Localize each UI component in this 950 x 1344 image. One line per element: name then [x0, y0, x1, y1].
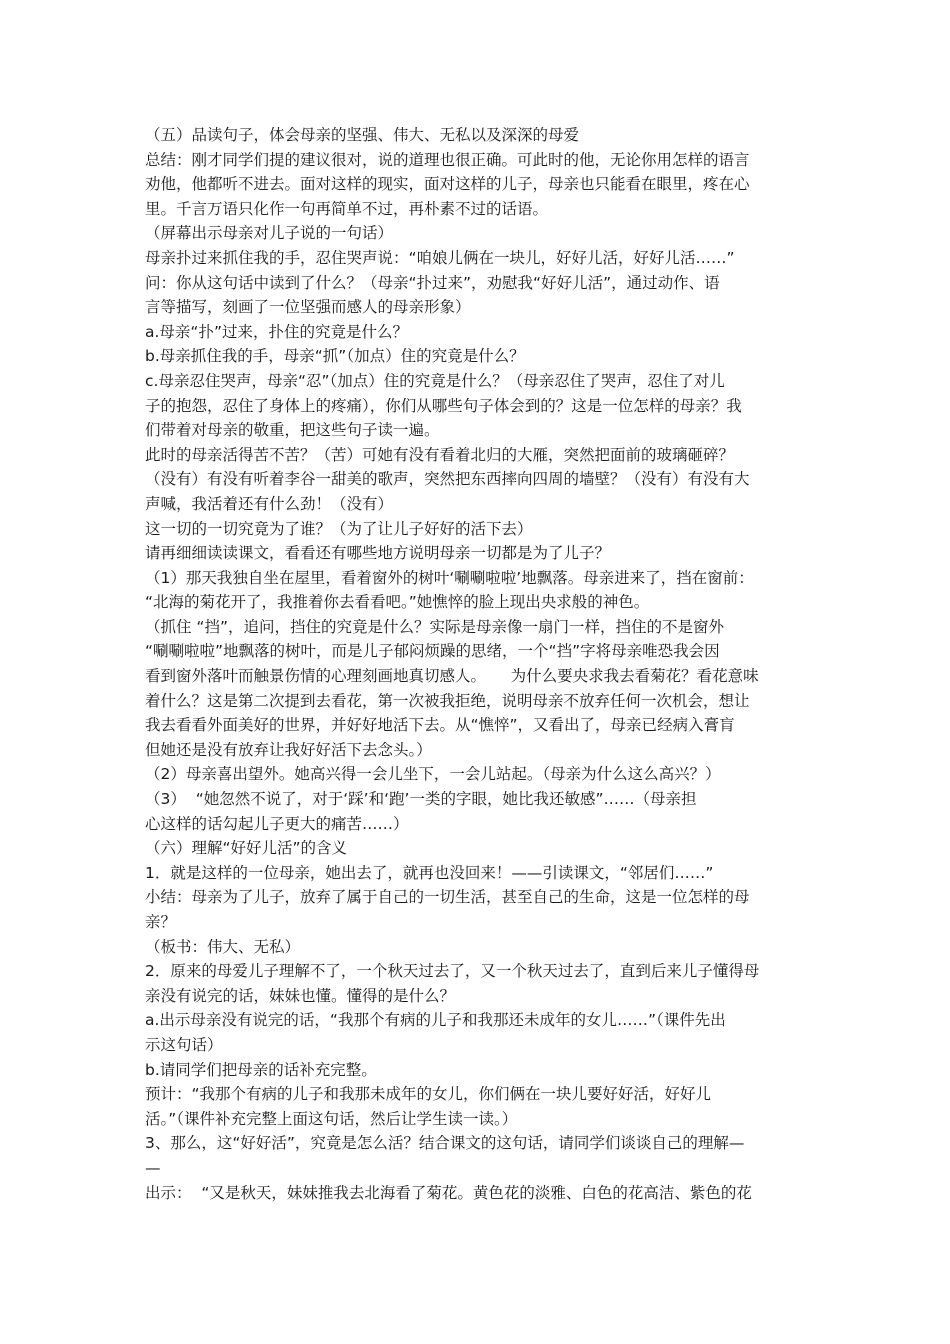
text-line: 但她还是没有放弃让我好好活下去念头。） [145, 740, 432, 759]
text-line: 母亲扑过来抓住我的手，忍住哭声说：“咱娘儿俩在一块儿，好好儿活，好好儿活……” [145, 248, 735, 267]
text-line: 问：你从这句话中读到了什么？（母亲“扑过来”，劝慰我“好好儿活”，通过动作、语 [145, 273, 720, 292]
text-line: “北海的菊花开了，我推着你去看看吧。”她憔悴的脸上现出央求般的神色。 [145, 593, 650, 612]
text-line: 看到窗外落叶而触景伤情的心理刻画地真切感人。 为什么要央求我去看菊花？看花意味 [145, 667, 759, 686]
text-line: a.出示母亲没有说完的话，“我那个有病的儿子和我那还未成年的女儿……”（课件先出 [145, 1011, 726, 1030]
text-line: 3、那么，这“好好活”，究竟是怎么活？结合课文的这句话，请同学们谈谈自己的理解— [145, 1134, 745, 1153]
text-line: 请再细细读读课文，看看还有哪些地方说明母亲一切都是为了儿子？ [145, 544, 611, 563]
text-line: 这一切的一切究竟为了谁？（为了让儿子好好的活下去） [145, 519, 533, 538]
text-line: （3） “她忽然不说了，对于‘踩’和‘跑’一类的字眼，她比我还敏感”……（母亲担 [145, 790, 697, 809]
text-line: （2）母亲喜出望外。她高兴得一会儿坐下，一会儿站起。（母亲为什么这么高兴？） [145, 765, 721, 784]
text-line: 此时的母亲活得苦不苦？（苦）可她有没有看着北归的大雁，突然把面前的玻璃砸碎？ [145, 445, 735, 464]
text-line: 里。千言万语只化作一句再简单不过，再朴素不过的话语。 [145, 199, 549, 218]
text-line: （没有）有没有听着李谷一甜美的歌声，突然把东西摔向四周的墙壁？（没有）有没有大 [145, 470, 750, 489]
text-line: 我去看看外面美好的世界，并好好地活下去。从“憔悴”，又看出了，母亲已经病入膏肓 [145, 716, 735, 735]
text-line: 言等描写，刻画了一位坚强而感人的母亲形象） [145, 298, 471, 317]
text-line: 出示： “又是秋天，妹妹推我去北海看了菊花。黄色花的淡雅、白色的花高洁、紫色的花 [145, 1183, 752, 1202]
text-line: （板书：伟大、无私） [145, 937, 301, 956]
text-line: 亲没有说完的话，妹妹也懂。懂得的是什么？ [145, 986, 456, 1005]
text-line: （五）品读句子，体会母亲的坚强、伟大、无私以及深深的母爱 [145, 126, 580, 144]
text-line: b.请同学们把母亲的话补充完整。 [145, 1060, 377, 1079]
document-body [145, 123, 810, 1205]
text-line: 着什么？这是第二次提到去看花，第一次被我拒绝，说明母亲不放弃任何一次机会，想让 [145, 691, 750, 710]
text-line: 子的抱怨，忍住了身体上的疼痛），你们从哪些句子体会到的？这是一位怎样的母亲？我 [145, 396, 742, 415]
text-line: “唰唰啦啦”地飘落的树叶，而是儿子郁闷烦躁的思绪，一个“挡”字将母亲唯恐我会因 [145, 642, 720, 661]
text-line: （六）理解“好好儿活”的含义 [145, 839, 348, 858]
text-line: 示这句话） [145, 1035, 223, 1054]
text-line: 总结：刚才同学们提的建议很对，说的道理也很正确。可此时的他，无论你用怎样的语言 [145, 150, 750, 169]
text-line: 小结：母亲为了儿子，放弃了属于自己的一切生活，甚至自己的生命，这是一位怎样的母 [145, 888, 750, 907]
text-line: 活。”（课件补充完整上面这句话，然后让学生读一读。） [145, 1109, 518, 1128]
text-line: （屏幕出示母亲对儿子说的一句话） [145, 224, 394, 243]
text-line: 心这样的话勾起儿子更大的痛苦……） [145, 814, 409, 833]
text-line: c.母亲忍住哭声，母亲“忍”（加点）住的究竟是什么？（母亲忍住了哭声，忍住了对儿 [145, 371, 725, 390]
text-line: 亲？ [145, 913, 177, 931]
text-line: b.母亲抓住我的手，母亲“抓”（加点）住的究竟是什么？ [145, 347, 525, 366]
text-line: a.母亲“扑”过来，扑住的究竟是什么？ [145, 322, 408, 341]
text-line: 声喊，我活着还有什么劲！（没有） [145, 494, 394, 513]
text-line: （1）那天我独自坐在屋里，看着窗外的树叶‘唰唰啦啦’地飘落。母亲进来了，挡在窗前： [145, 568, 754, 587]
text-line: （抓住 “挡”，追问，挡住的究竟是什么？实际是母亲像一扇门一样，挡住的不是窗外 [145, 617, 724, 636]
text-line: 们带着对母亲的敬重，把这些句子读一遍。 [145, 421, 440, 440]
text-line: — [145, 1158, 161, 1177]
text-line: 劝他，他都听不进去。面对这样的现实，面对这样的儿子，母亲也只能看在眼里，疼在心 [145, 175, 750, 194]
text-line: 预计：“我那个有病的儿子和我那未成年的女儿，你们俩在一块儿要好好活，好好儿 [145, 1085, 712, 1104]
text-line: 2．原来的母爱儿子理解不了，一个秋天过去了，又一个秋天过去了，直到后来儿子懂得母 [145, 962, 760, 981]
text-line: 1．就是这样的一位母亲，她出去了，就再也没回来！——引读课文，“邻居们……” [145, 863, 714, 882]
